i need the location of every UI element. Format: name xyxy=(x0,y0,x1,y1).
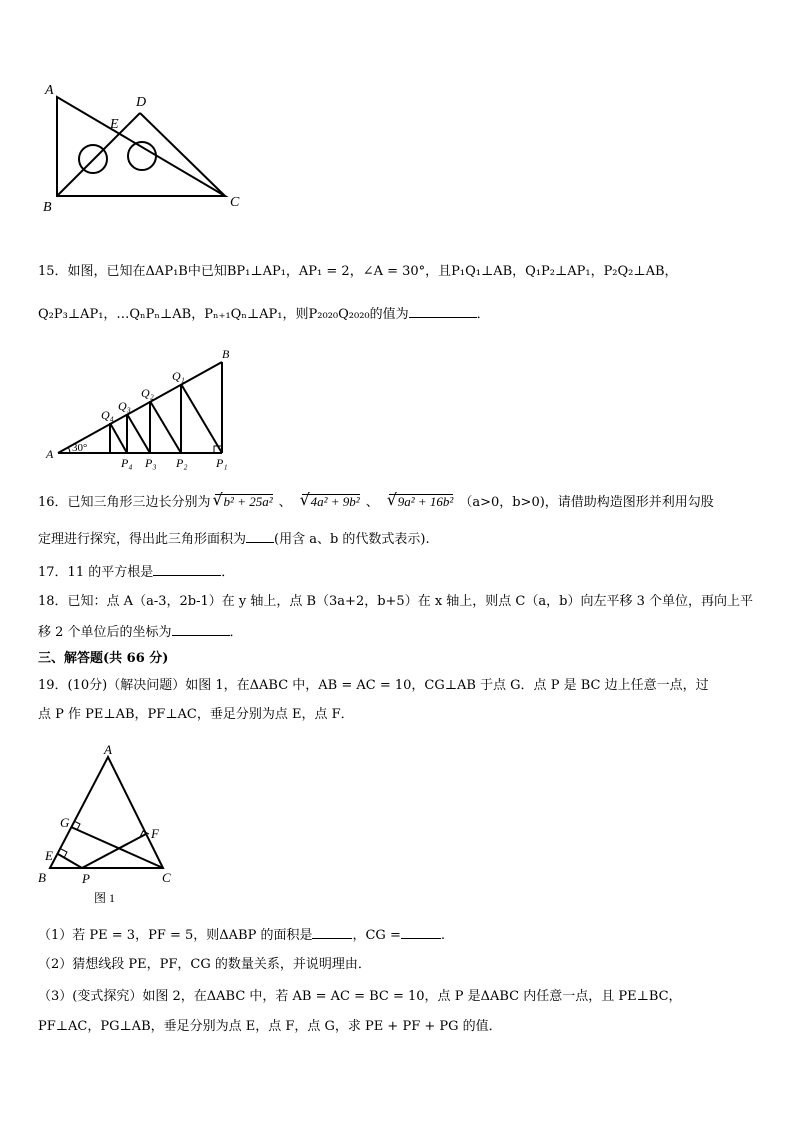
q19-sub1-text: （1）若 PE = 3，PF = 5，则ΔABP 的面积是 xyxy=(38,928,313,943)
label-d: D xyxy=(136,95,147,110)
label-q3: Q₃ xyxy=(118,399,131,413)
answer-blank-area[interactable] xyxy=(312,926,352,939)
q17-text: 17．11 的平方根是 xyxy=(38,565,154,580)
q19-sub3-line2: PF⊥AC，PG⊥AB，垂足分别为点 E，点 F，点 G，求 PE + PF + PG 的值． xyxy=(38,1019,502,1034)
label-b: B xyxy=(38,870,46,885)
label-b: B xyxy=(43,200,52,215)
q18-line1: 18．已知：点 A（a-3，2b-1）在 y 轴上，点 B（3a+2，b+5）在 x 轴上，则点 C（a，b）向左平移 3 个单位，再向上平 xyxy=(38,594,753,609)
radical-1: √ b² + 25a² xyxy=(212,490,273,509)
label-p1: P₁ xyxy=(216,456,228,470)
label-a: A xyxy=(104,742,112,757)
q18-line2-text: 移 2 个单位后的坐标为 xyxy=(38,625,172,640)
q16-line2-end: (用含 a、b 的代数式表示). xyxy=(274,532,430,547)
triangle-abc xyxy=(50,757,163,868)
q16-lead: 16．已知三角形三边长分别为 xyxy=(38,495,211,510)
sep-2: 、 xyxy=(365,495,379,510)
label-p4: P₄ xyxy=(121,456,133,470)
figure-caption: 图 1 xyxy=(94,891,116,905)
radical-2-content: 4a² + 9b² xyxy=(310,494,360,509)
segment-pf xyxy=(82,834,146,868)
answer-blank-cg[interactable] xyxy=(401,926,441,939)
angle-label: 30° xyxy=(72,442,88,454)
section-heading: 三、解答题(共 66 分) xyxy=(38,651,169,666)
radical-3: √ 9a² + 16b² xyxy=(386,490,454,509)
radical-1-content: b² + 25a² xyxy=(223,494,273,509)
q15-line2-end: ． xyxy=(476,307,490,322)
label-a: A xyxy=(46,447,54,461)
label-c: C xyxy=(162,870,171,885)
label-e: E xyxy=(110,117,119,132)
label-p: P xyxy=(82,871,90,886)
q19-sub1 xyxy=(38,926,445,945)
label-p2: P₂ xyxy=(176,456,188,470)
q19-line1: 19．(10分)（解决问题）如图 1，在ΔABC 中，AB = AC = 10，CG⊥AB 于点 G．点 P 是 BC 边上任意一点，过 xyxy=(38,678,709,693)
label-a: A xyxy=(45,83,54,98)
q19-sub3-line1: （3）(变式探究）如图 2，在ΔABC 中，若 AB = AC = BC = 10，点 P 是ΔABC 内任意一点，且 PE⊥BC， xyxy=(38,989,682,1004)
radical-3-content: 9a² + 16b² xyxy=(397,494,454,509)
q19-sub1-mid: ，CG = xyxy=(352,928,401,943)
q15-line1: 15．如图，已知在ΔAP₁B中已知BP₁⊥AP₁，AP₁ = 2，∠A = 30°，且P₁Q₁⊥AB，Q₁P₂⊥AP₁，P₂Q₂⊥AB， xyxy=(38,264,678,279)
q19-line2: 点 P 作 PE⊥AB，PF⊥AC，垂足分别为点 E，点 F． xyxy=(38,707,354,722)
sep-1: 、 xyxy=(278,495,292,510)
q19-sub1-end: . xyxy=(440,928,445,943)
q18-line2-end: ． xyxy=(229,625,243,640)
label-g: G xyxy=(60,815,70,830)
label-q1: Q₁ xyxy=(172,369,185,383)
q19-sub2: （2）猜想线段 PE，PF，CG 的数量关系，并说明理由． xyxy=(38,957,371,972)
segment-cg xyxy=(71,827,163,868)
label-p3: P₃ xyxy=(145,456,157,470)
label-e: E xyxy=(45,848,53,863)
label-c: C xyxy=(230,195,240,210)
segment-pe xyxy=(58,854,82,868)
q16-line2-text: 定理进行探究，得出此三角形面积为 xyxy=(38,532,247,547)
label-b: B xyxy=(222,347,230,361)
radical-2: √ 4a² + 9b² xyxy=(299,490,360,509)
label-q4: Q₄ xyxy=(101,408,114,422)
q15-line2-text: Q₂P₃⊥AP₁，…QₙPₙ⊥AB，Pₙ₊₁Qₙ⊥AP₁，则P₂₀₂₀Q₂₀₂₀的值为 xyxy=(38,307,409,322)
q17-end: ． xyxy=(221,565,235,580)
q16-conditions: （a>0，b>0)，请借助构造图形并利用勾股 xyxy=(459,495,714,510)
label-q2: Q₂ xyxy=(141,386,154,400)
label-f: F xyxy=(151,826,159,841)
